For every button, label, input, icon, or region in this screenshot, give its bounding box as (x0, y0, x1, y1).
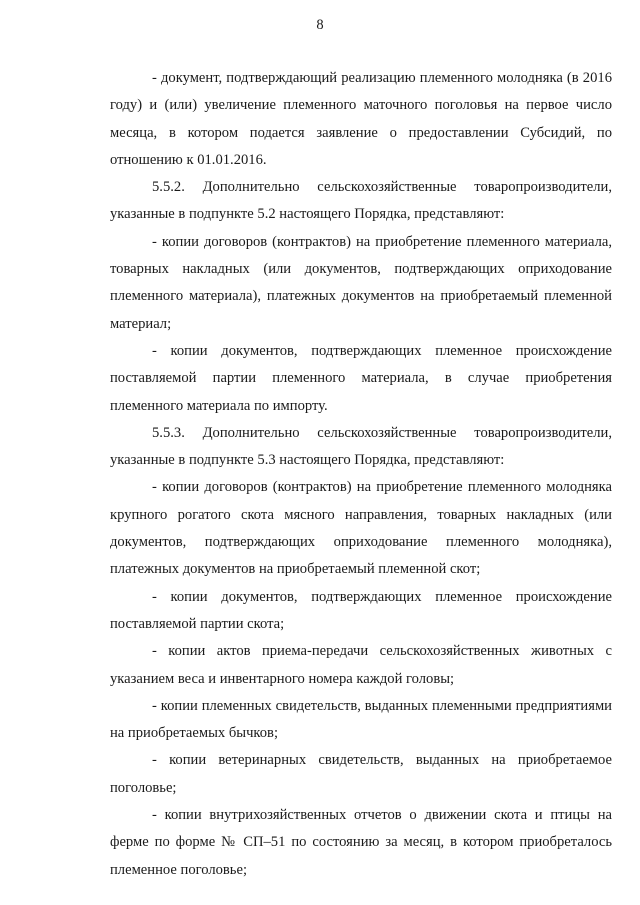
paragraph-origin-documents-cattle: - копии документов, подтверждающих племенное происхождение поставляемой партии скота; (110, 588, 612, 632)
paragraph-transfer-acts: - копии актов приема-передачи сельскохозяйственных животных с указанием веса и инвентарного номера каждой головы; (110, 643, 612, 687)
page-number: 8 (316, 17, 324, 33)
paragraph-contract-copies-material: - копии договоров (контрактов) на приобретение племенного материала, товарных накладных (или документов, подтверждающих оприходование племенного материала), платежных документов на приобретаемый племенной материал; (110, 233, 612, 332)
paragraph-breeding-certificates: - копии племенных свидетельств, выданных племенными предприятиями на приобретаемых бычков; (110, 697, 612, 742)
paragraph-origin-documents-material: - копии документов, подтверждающих племенное происхождение поставляемой партии племенного материала, в случае приобретения племенного материала по импорту. (110, 342, 612, 414)
paragraph-veterinary-certificates: - копии ветеринарных свидетельств, выданных на приобретаемое поголовье; (110, 752, 612, 796)
document-body (110, 65, 612, 884)
paragraph-contract-copies-cattle: - копии договоров (контрактов) на приобретение племенного молодняка крупного рогатого скота мясного направления, товарных накладных (или документов, подтверждающих оприходование племенного молодняка), платежных документов на приобретаемый племенной скот; (110, 479, 612, 578)
paragraph-internal-reports: - копии внутрихозяйственных отчетов о движении скота и птицы на ферме по форме № СП–51 по состоянию за месяц, в котором приобреталось племенное поголовье; (110, 807, 612, 878)
paragraph-5-5-2-heading: 5.5.2. Дополнительно сельскохозяйственные товаропроизводители, указанные в подпункте 5.2 настоящего Порядка, представляют: (110, 179, 612, 223)
paragraph-document-confirmation: - документ, подтверждающий реализацию племенного молодняка (в 2016 году) и (или) увеличение племенного маточного поголовья на первое число месяца, в котором подается заявление о предоставлении Субсидий, по отношению к 01.01.2016. (110, 70, 612, 168)
paragraph-5-5-3-heading: 5.5.3. Дополнительно сельскохозяйственные товаропроизводители, указанные в подпункте 5.3 настоящего Порядка, представляют: (110, 424, 612, 469)
